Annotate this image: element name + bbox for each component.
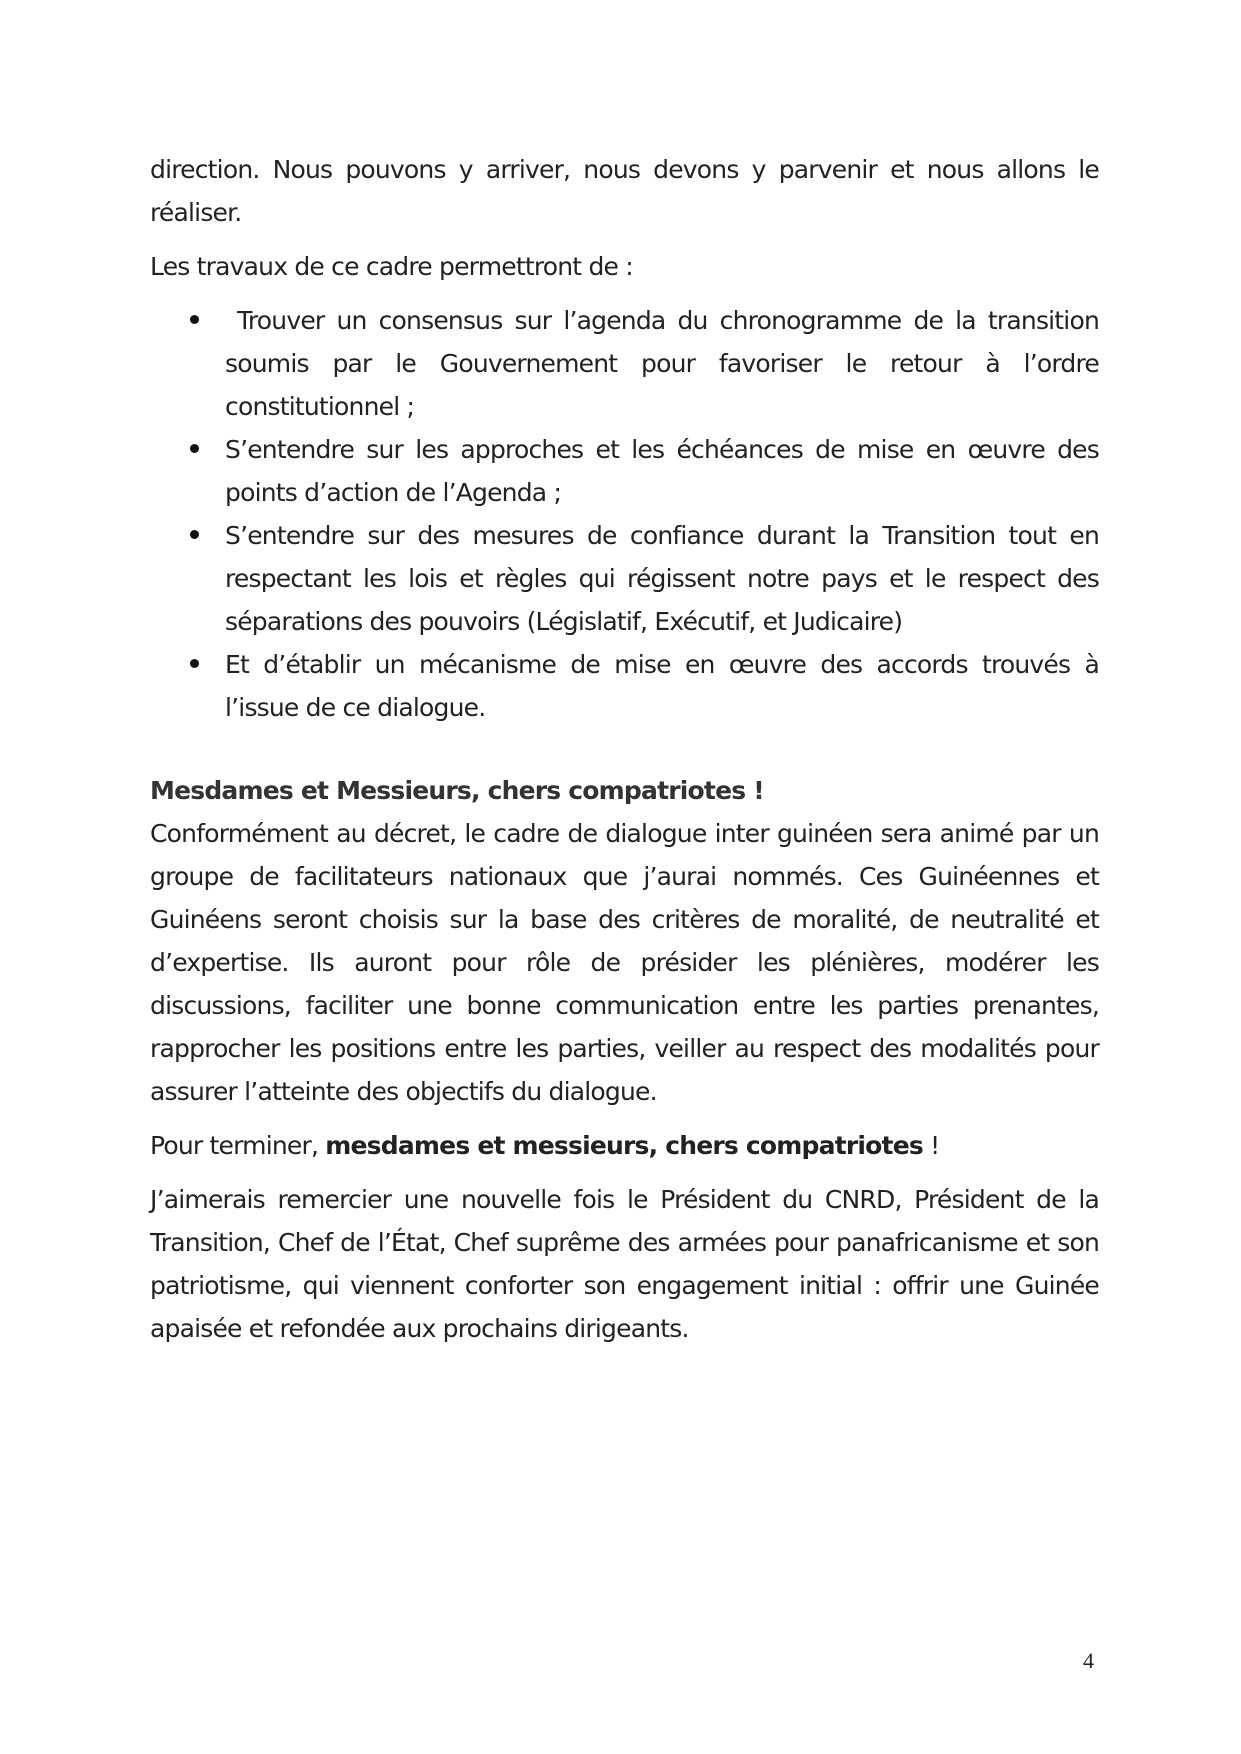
page-number: 4	[1083, 1648, 1094, 1673]
facilitators-paragraph: Conformément au décret, le cadre de dialogue inter guinéen sera animé par un groupe de facilitateurs nationaux que j’aurai nommés. Ces Guinéennes et Guinéens seront choisis sur la base des critères de moralité, de neutralité et d’expertise. Ils auront pour rôle de présider les plénières, modérer les discussions, faciliter une bonne communication entre les parties prenantes, rapprocher les positions entre les parties, veiller au respect des modalités pour assurer l’atteinte des objectifs du dialogue.	[150, 819, 1099, 1106]
bullet-icon	[190, 659, 199, 668]
closing-prefix: Pour terminer,	[150, 1131, 326, 1160]
closing-suffix: !	[922, 1131, 940, 1160]
list-item-text: S’entendre sur des mesures de confiance durant la Transition tout en respectant les lois et règles qui régissent notre pays et le respect des séparations des pouvoirs (Législatif, Exécutif, et Judicaire)	[225, 521, 1099, 636]
bullet-icon	[190, 530, 199, 539]
intro-continuation-paragraph: direction. Nous pouvons y arriver, nous devons y parvenir et nous allons le réaliser.	[150, 155, 1099, 227]
closing-paragraph	[150, 1124, 1099, 1167]
list-item-text: Et d’établir un mécanisme de mise en œuvre des accords trouvés à l’issue de ce dialogue.	[225, 650, 1099, 722]
list-item	[150, 428, 1099, 514]
list-item	[150, 299, 1099, 428]
list-item	[150, 514, 1099, 643]
list-item	[150, 643, 1099, 729]
list-item-text: Trouver un consensus sur l’agenda du chronogramme de la transition soumis par le Gouvernement pour favoriser le retour à l’ordre constitutionnel ;	[225, 306, 1099, 421]
section-heading: Mesdames et Messieurs, chers compatriotes !	[150, 776, 764, 805]
page-body	[150, 148, 1099, 1350]
closing-bold-text: mesdames et messieurs, chers compatriotes	[325, 1131, 923, 1160]
list-intro-paragraph: Les travaux de ce cadre permettront de :	[150, 252, 633, 281]
list-item-text: S’entendre sur les approches et les échéances de mise en œuvre des points d’action de l’Agenda ;	[225, 435, 1099, 507]
thanks-paragraph: J’aimerais remercier une nouvelle fois le Président du CNRD, Président de la Transition, Chef de l’État, Chef suprême des armées pour panafricanisme et son patriotisme, qui viennent conforter son engagement initial : offrir une Guinée apaisée et refondée aux prochains dirigeants.	[150, 1185, 1099, 1343]
bullet-icon	[190, 315, 199, 324]
bullet-icon	[190, 444, 199, 453]
objectives-list	[150, 299, 1099, 729]
